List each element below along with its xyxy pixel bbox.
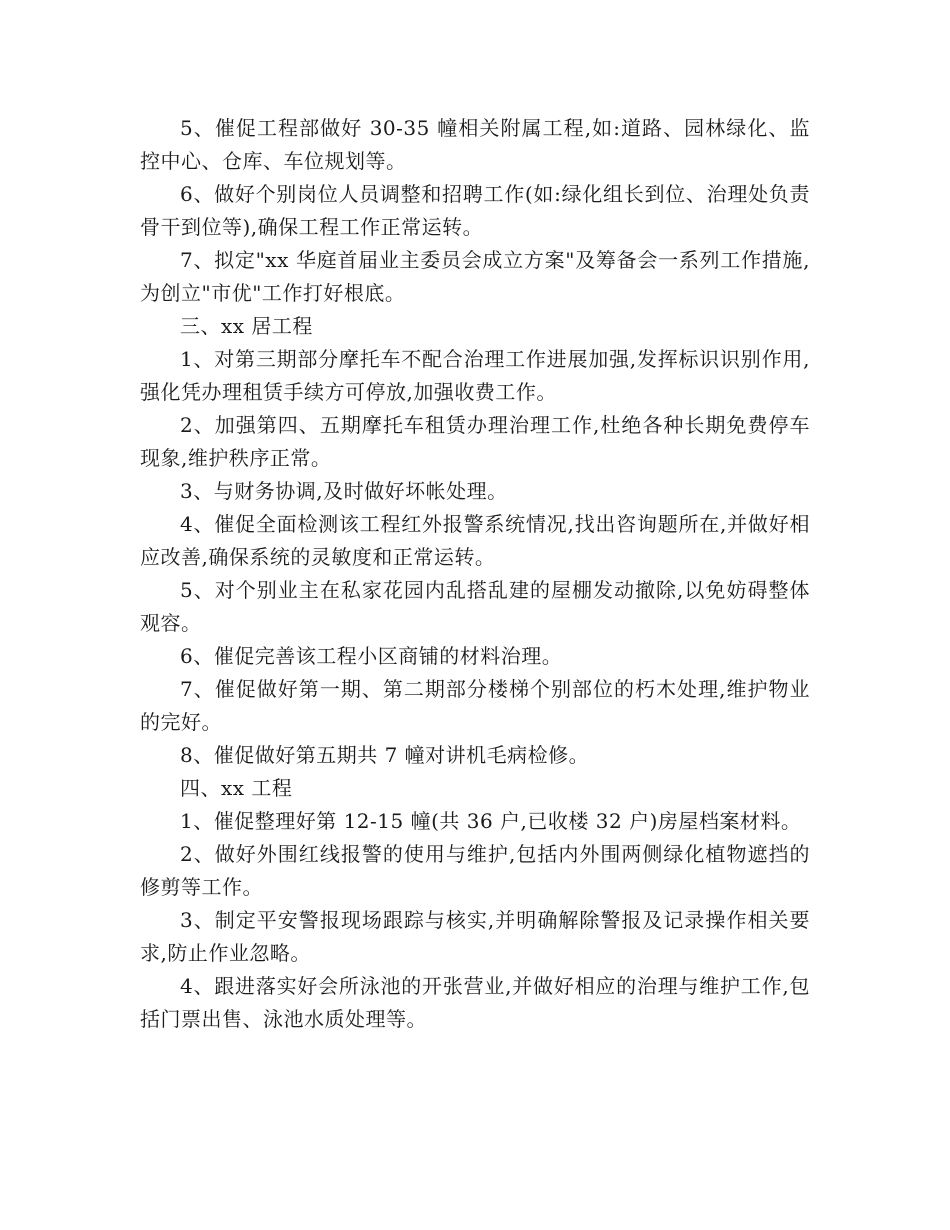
paragraph-6-shop-materials: 6、催促完善该工程小区商铺的材料治理。 xyxy=(180,644,563,668)
paragraph-1-housing-archives: 1、催促整理好第 12-15 幢(共 36 户,已收楼 32 户)房屋档案材料。 xyxy=(180,809,802,833)
paragraph-4-infrared-alarm: 4、催促全面检测该工程红外报警系统情况,找出咨询题所在,并做好相应改善,确保系统的灵敏度和正常运转。 xyxy=(140,512,810,569)
paragraph-2-perimeter-alarm: 2、做好外围红线报警的使用与维护,包括内外围两侧绿化植物遮挡的修剪等工作。 xyxy=(140,842,810,899)
paragraph-3-alarm-tracking: 3、制定平安警报现场跟踪与核实,并明确解除警报及记录操作相关要求,防止作业忽略。 xyxy=(140,908,810,965)
paragraph-2-motorcycle-rental: 2、加强第四、五期摩托车租赁办理治理工作,杜绝各种长期免费停车现象,维护秩序正常。 xyxy=(140,413,810,470)
section-heading-4: 四、xx 工程 xyxy=(180,776,293,800)
paragraph-7-owners-committee: 7、拟定"xx 华庭首届业主委员会成立方案"及筹备会一系列工作措施,为创立"市优"工作打好根底。 xyxy=(140,248,810,305)
section-heading-3: 三、xx 居工程 xyxy=(180,314,313,338)
paragraph-8-intercom-repair: 8、催促做好第五期共 7 幢对讲机毛病检修。 xyxy=(180,743,590,767)
paragraph-3-bad-debt: 3、与财务协调,及时做好坏帐处理。 xyxy=(180,479,508,503)
paragraph-7-stair-wood: 7、催促做好第一期、第二期部分楼梯个别部位的朽木处理,维护物业的完好。 xyxy=(140,677,810,734)
paragraph-1-motorcycle-management: 1、对第三期部分摩托车不配合治理工作进展加强,发挥标识识别作用,强化凭办理租赁手续方可停放,加强收费工作。 xyxy=(140,347,810,404)
paragraph-4-pool-opening: 4、跟进落实好会所泳池的开张营业,并做好相应的治理与维护工作,包括门票出售、泳池水质处理等。 xyxy=(140,974,810,1031)
paragraph-5-attached-works: 5、催促工程部做好 30-35 幢相关附属工程,如:道路、园林绿化、监控中心、仓库、车位规划等。 xyxy=(140,116,810,173)
paragraph-6-staff-adjustment: 6、做好个别岗位人员调整和招聘工作(如:绿化组长到位、治理处负责骨干到位等),确保工程工作正常运转。 xyxy=(140,182,810,239)
paragraph-5-illegal-sheds: 5、对个别业主在私家花园内乱搭乱建的屋棚发动撤除,以免妨碍整体观容。 xyxy=(140,578,810,635)
